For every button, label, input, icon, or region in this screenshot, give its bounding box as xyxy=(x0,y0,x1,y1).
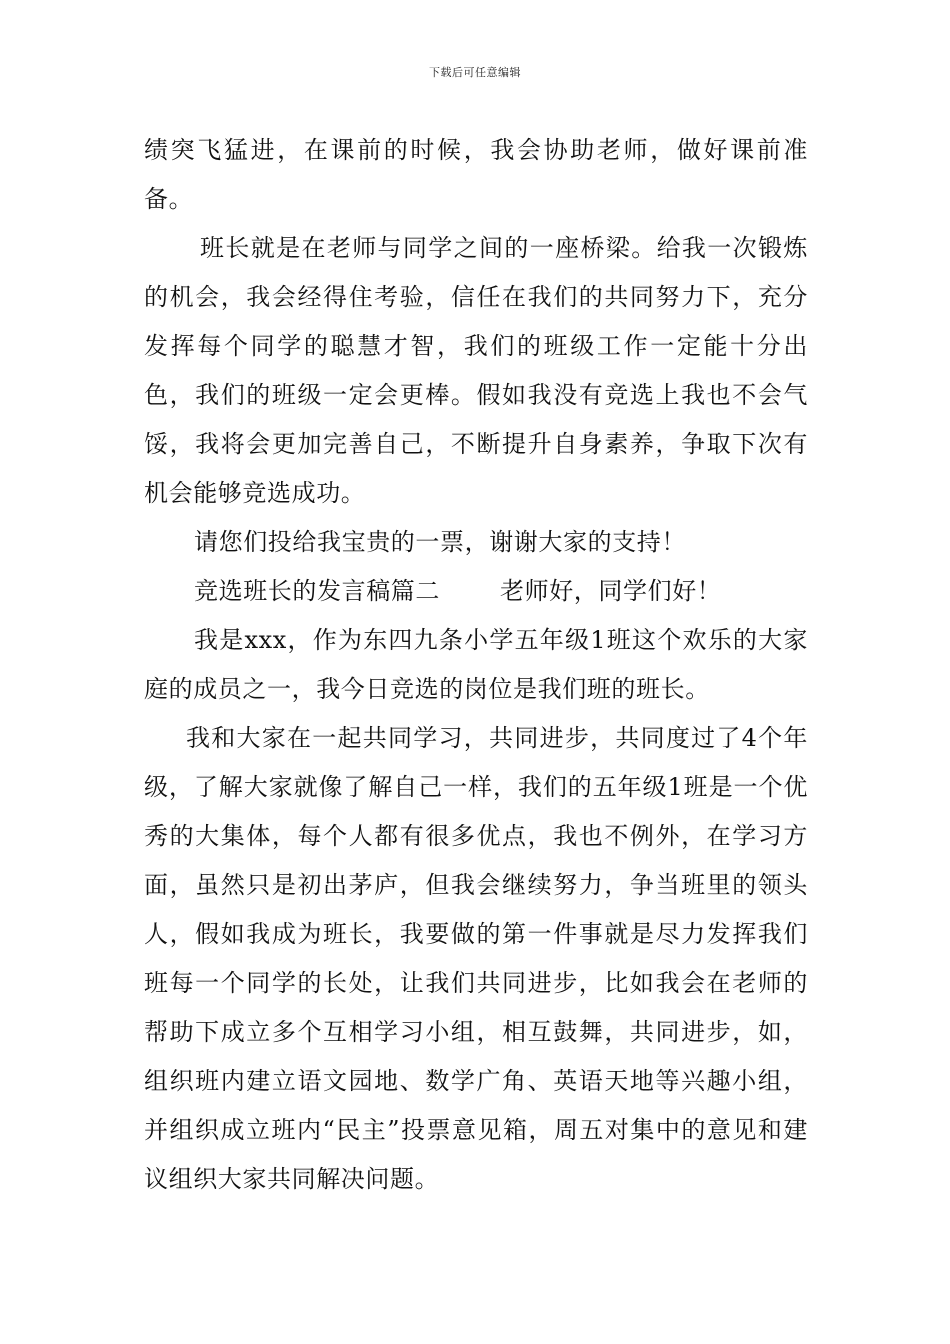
page-header: 下载后可任意编辑 xyxy=(429,66,521,79)
paragraph-1: 绩突飞猛进，在课前的时候，我会协助老师，做好课前准备。 xyxy=(144,136,808,213)
section-heading-line xyxy=(144,567,808,616)
section-title: 竞选班长的发言稿篇二 xyxy=(194,577,440,605)
document-body xyxy=(144,126,808,1204)
paragraph-5: 我和大家在一起共同学习，共同进步，共同度过了4个年级，了解大家就像了解自己一样，我们的五年级1班是一个优秀的大集体，每个人都有很多优点，我也不例外，在学习方面，虽然只是初出茅庐，但我会继续努力，争当班里的领头人，假如我成为班长，我要做的第一件事就是尽力发挥我们班每一个同学的长处，让我们共同进步，比如我会在老师的帮助下成立多个互相学习小组，相互鼓舞，共同进步，如，组织班内建立语文园地、数学广角、英语天地等兴趣小组，并组织成立班内“民主”投票意见箱，周五对集中的意见和建议组织大家共同解决问题。 xyxy=(144,724,808,1193)
paragraph-2: 班长就是在老师与同学之间的一座桥梁。给我一次锻炼的机会，我会经得住考验，信任在我们的共同努力下，充分发挥每个同学的聪慧才智，我们的班级工作一定能十分出色，我们的班级一定会更棒。假如我没有竞选上我也不会气馁，我将会更加完善自己，不断提升自身素养，争取下次有机会能够竞选成功。 xyxy=(144,234,808,507)
paragraph-3: 请您们投给我宝贵的一票，谢谢大家的支持！ xyxy=(194,528,686,556)
greeting: 老师好，同学们好！ xyxy=(500,577,722,605)
paragraph-4: 我是xxx，作为东四九条小学五年级1班这个欢乐的大家庭的成员之一，我今日竞选的岗位是我们班的班长。 xyxy=(144,626,808,703)
